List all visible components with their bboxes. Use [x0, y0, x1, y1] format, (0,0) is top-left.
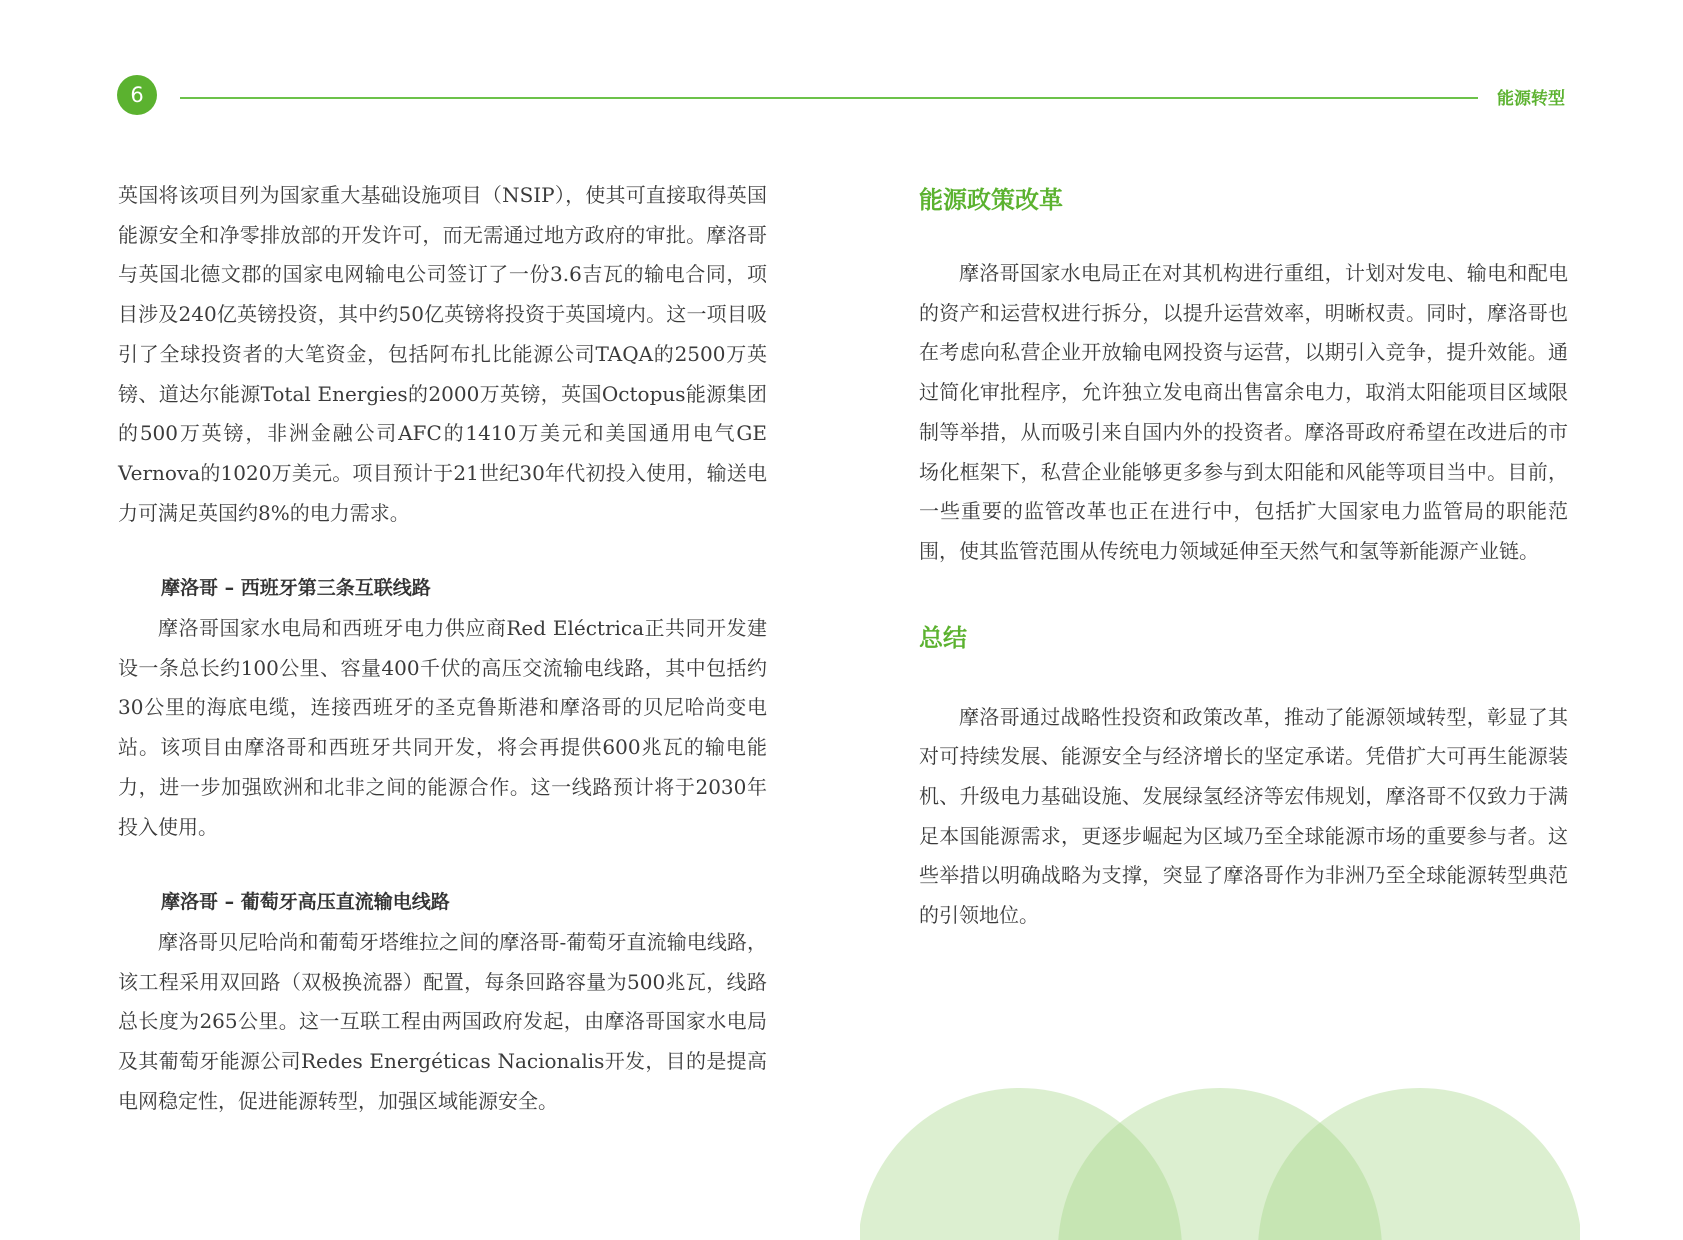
section1-paragraph: 摩洛哥国家水电局和西班牙电力供应商Red Eléctrica正共同开发建设一条总长约100公里、容量400千伏的高压交流输电线路，其中包括约30公里的海底电缆，连接西班牙的圣克鲁斯港和摩洛哥的贝尼哈尚变电站。该项目由摩洛哥和西班牙共同开发，将会再提供600兆瓦的输电能力，进一步加强欧洲和北非之间的能源合作。这一线路预计将于2030年投入使用。: [118, 616, 767, 839]
page-number-badge: 6: [117, 75, 157, 115]
header-divider: [180, 97, 1478, 99]
section2-title: 摩洛哥 – 葡萄牙高压直流输电线路: [161, 891, 450, 914]
intro-paragraph: 英国将该项目列为国家重大基础设施项目（NSIP），使其可直接取得英国能源安全和净零排放部的开发许可，而无需通过地方政府的审批。摩洛哥与英国北德文郡的国家电网输电公司签订了一份3.6吉瓦的输电合同，项目涉及240亿英镑投资，其中约50亿英镑将投资于英国境内。这一项目吸引了全球投资者的大笔资金，包括阿布扎比能源公司TAQA的2500万英镑、道达尔能源Total Energies的2000万英镑，英国Octopus能源集团的500万英镑，非洲金融公司AFC的1410万美元和美国通用电气GE Vernova的1020万美元。项目预计于21世纪30年代初投入使用，输送电力可满足英国约8%的电力需求。: [118, 183, 767, 525]
decorative-circles: [860, 1080, 1580, 1240]
policy-paragraph: 摩洛哥国家水电局正在对其机构进行重组，计划对发电、输电和配电的资产和运营权进行拆分，以提升运营效率，明晰权责。同时，摩洛哥也在考虑向私营企业开放输电网投资与运营，以期引入竞争，提升效能。通过简化审批程序，允许独立发电商出售富余电力，取消太阳能项目区域限制等举措，从而吸引来自国内外的投资者。摩洛哥政府希望在改进后的市场化框架下，私营企业能够更多参与到太阳能和风能等项目当中。目前，一些重要的监管改革也正在进行中，包括扩大国家电力监管局的职能范围，使其监管范围从传统电力领域延伸至天然气和氢等新能源产业链。: [919, 261, 1568, 563]
right-column: [919, 176, 1568, 936]
summary-heading: 总结: [919, 623, 967, 652]
section2-paragraph: 摩洛哥贝尼哈尚和葡萄牙塔维拉之间的摩洛哥-葡萄牙直流输电线路，该工程采用双回路（双极换流器）配置，每条回路容量为500兆瓦，线路总长度为265公里。这一互联工程由两国政府发起，由摩洛哥国家水电局及其葡萄牙能源公司Redes Energéticas Nacionalis开发，目的是提高电网稳定性，促进能源转型，加强区域能源安全。: [118, 929, 767, 1113]
policy-heading: 能源政策改革: [919, 186, 1063, 214]
left-column: [118, 176, 767, 1121]
section-label: 能源转型: [1497, 89, 1565, 109]
summary-paragraph: 摩洛哥通过战略性投资和政策改革，推动了能源领域转型，彰显了其对可持续发展、能源安全与经济增长的坚定承诺。凭借扩大可再生能源装机、升级电力基础设施、发展绿氢经济等宏伟规划，摩洛哥不仅致力于满足本国能源需求，更逐步崛起为区域乃至全球能源市场的重要参与者。这些举措以明确战略为支撑，突显了摩洛哥作为非洲乃至全球能源转型典范的引领地位。: [919, 704, 1568, 928]
section1-title: 摩洛哥 – 西班牙第三条互联线路: [161, 577, 431, 600]
